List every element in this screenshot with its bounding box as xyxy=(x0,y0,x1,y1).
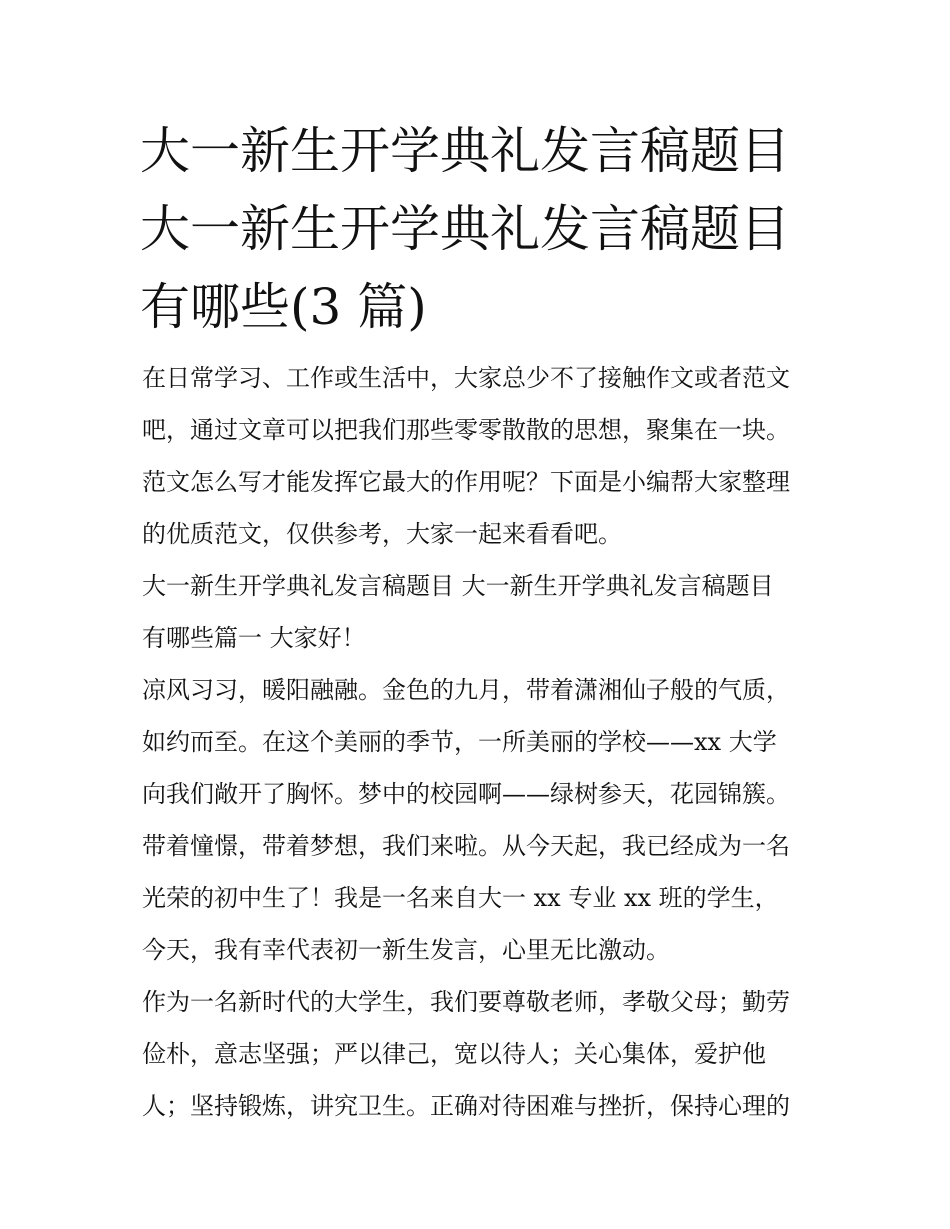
body-line: 大一新生开学典礼发言稿题目 大一新生开学典礼发言稿题目 xyxy=(142,572,774,600)
body-line: 有哪些篇一 大家好！ xyxy=(142,624,366,652)
body-line: 俭朴，意志坚强；严以律己，宽以待人；关心集体，爱护他 xyxy=(142,1040,766,1068)
body-line: 今天，我有幸代表初一新生发言，心里无比激动。 xyxy=(142,936,670,964)
body-line: 范文怎么写才能发挥它最大的作用呢？下面是小编帮大家整理 xyxy=(142,468,790,496)
document-body xyxy=(142,352,822,1132)
body-line: 在日常学习、工作或生活中，大家总少不了接触作文或者范文 xyxy=(142,364,790,392)
body-line: 吧，通过文章可以把我们那些零零散散的思想，聚集在一块。 xyxy=(142,416,790,444)
body-line: 光荣的初中生了！我是一名来自大一 xx 专业 xx 班的学生， xyxy=(142,884,779,912)
body-line: 的优质范文，仅供参考，大家一起来看看吧。 xyxy=(142,520,622,548)
body-line: 向我们敞开了胸怀。梦中的校园啊——绿树参天，花园锦簇。 xyxy=(142,780,790,808)
title-line: 有哪些(3 篇) xyxy=(140,278,427,336)
body-line: 凉风习习，暖阳融融。金色的九月，带着潇湘仙子般的气质， xyxy=(142,676,790,704)
body-line: 作为一名新时代的大学生，我们要尊敬老师，孝敬父母；勤劳 xyxy=(142,988,790,1016)
body-line: 人；坚持锻炼，讲究卫生。正确对待困难与挫折，保持心理的 xyxy=(142,1092,790,1120)
title-line: 大一新生开学典礼发言稿题目 xyxy=(140,122,790,180)
body-line: 如约而至。在这个美丽的季节，一所美丽的学校——xx 大学 xyxy=(142,728,777,756)
document-title xyxy=(140,112,830,346)
title-line: 大一新生开学典礼发言稿题目 xyxy=(140,200,790,258)
body-line: 带着憧憬，带着梦想，我们来啦。从今天起，我已经成为一名 xyxy=(142,832,790,860)
